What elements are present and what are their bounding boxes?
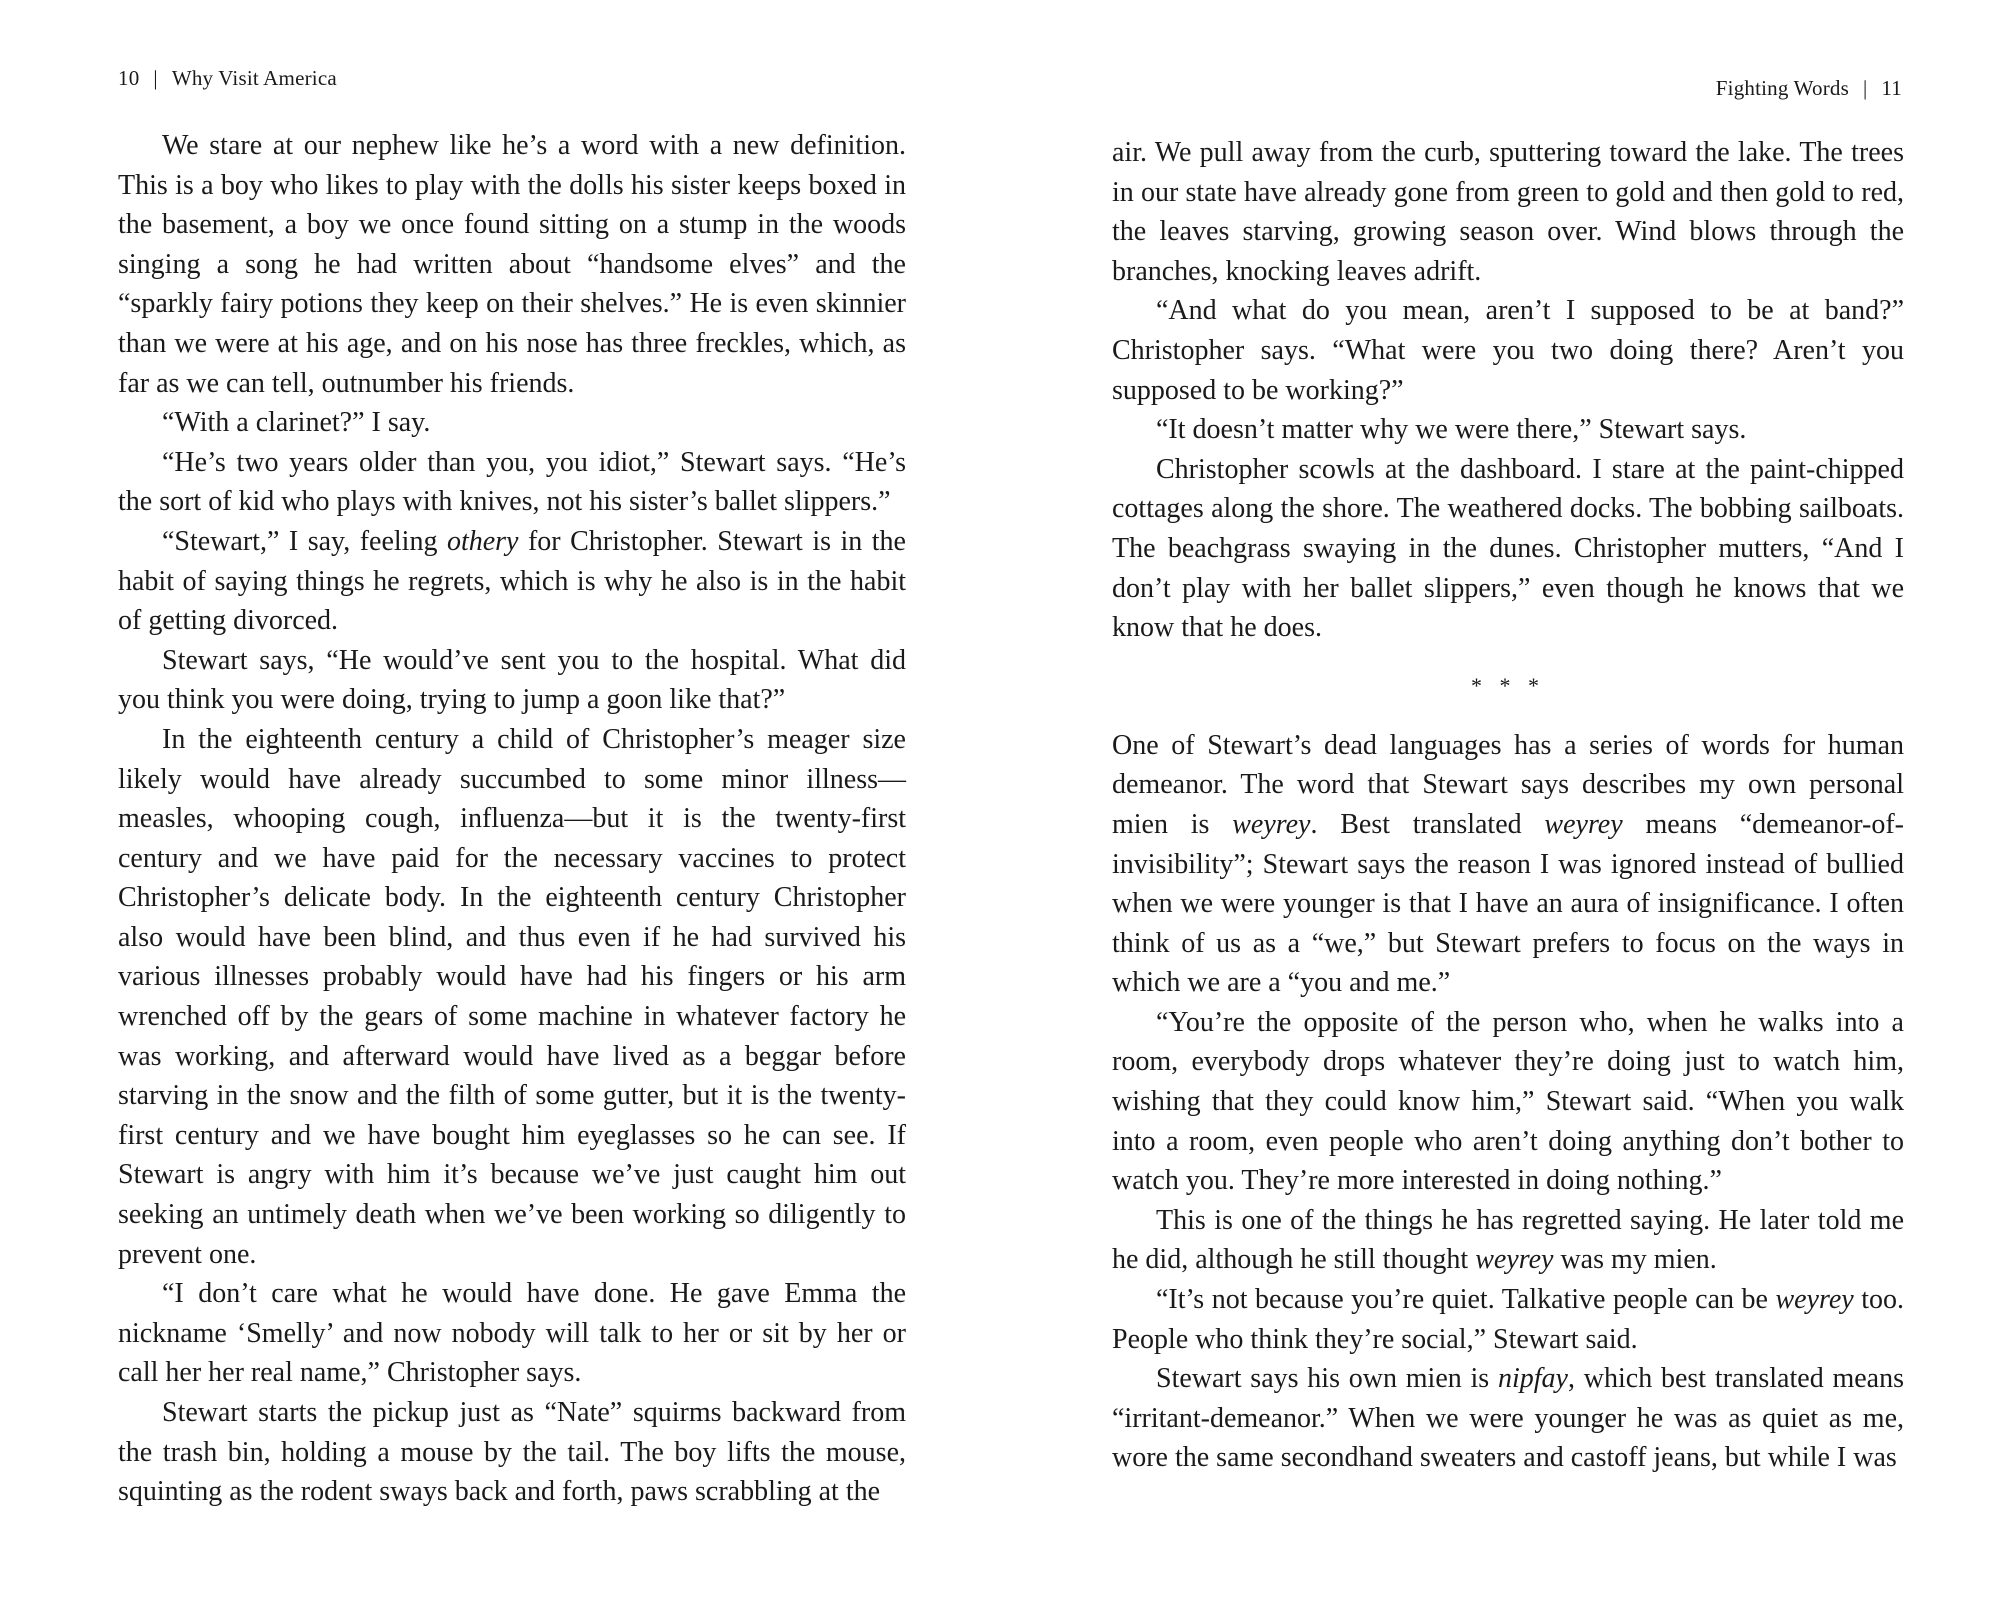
right-running-head-separator: | bbox=[1862, 76, 1868, 100]
body-paragraph bbox=[1112, 1280, 1904, 1359]
body-paragraph bbox=[1112, 450, 1904, 648]
text-run: “It’s not because you’re quiet. Talkative people can be bbox=[1156, 1284, 1776, 1316]
text-run: Christopher scowls at the dashboard. I stare at the paint-chipped cottages along the shore. The weathered docks. The bobbing sailboats. The beachgrass swaying in the dunes. Christopher mutters, “And I don’t play with her ballet slippers,” even though he knows that we know that he does. bbox=[1112, 453, 1904, 644]
body-paragraph bbox=[118, 126, 906, 403]
body-paragraph bbox=[118, 641, 906, 720]
italic-word: weyrey bbox=[1232, 808, 1311, 840]
body-paragraph bbox=[118, 1393, 906, 1512]
text-run: “Stewart,” I say, feeling bbox=[162, 525, 447, 557]
italic-word: weyrey bbox=[1544, 808, 1623, 840]
left-running-title: Why Visit America bbox=[171, 66, 337, 90]
text-run: air. We pull away from the curb, sputtering toward the lake. The trees in our state have already gone from green to gold and then gold to red, the leaves starving, growing season over. Wind blows through the branches, knocking leaves adrift. bbox=[1112, 137, 1904, 287]
body-paragraph bbox=[1112, 291, 1904, 410]
text-run: , which best translated means “irritant-demeanor.” When we were younger he was as quiet as me, wore the same secondhand sweaters and castoff jeans, but while I was bbox=[1112, 1363, 1905, 1474]
body-paragraph bbox=[1112, 410, 1904, 450]
right-page-section-two bbox=[1112, 726, 1904, 1478]
body-paragraph bbox=[1112, 1359, 1904, 1478]
right-page-section-one bbox=[1112, 133, 1904, 648]
right-page-number: 11 bbox=[1881, 76, 1902, 100]
left-page-body bbox=[118, 126, 906, 1512]
text-run: “You’re the opposite of the person who, when he walks into a room, everybody drops whatever they’re doing just to watch him, wishing that they could know him,” Stewart said. “When you walk into a room, even people who aren’t doing anything don’t bother to watch you. They’re more interested in doing nothing.” bbox=[1112, 1006, 1904, 1197]
body-paragraph bbox=[1112, 1003, 1904, 1201]
text-run: means “demeanor-of-invisibility”; Stewart says the reason I was ignored instead of bullied when we were younger is that I have an aura of insignificance. I often think of us as a “we,” but Stewart prefers to focus on the ways in which we are a “you and me.” bbox=[1112, 808, 1904, 999]
body-paragraph bbox=[118, 403, 906, 443]
text-run: “It doesn’t matter why we were there,” Stewart says. bbox=[1156, 414, 1747, 446]
text-run: Stewart starts the pickup just as “Nate” squirms backward from the trash bin, holding a mouse by the tail. The boy lifts the mouse, squinting as the rodent sways back and forth, paws scrabbling at the bbox=[118, 1397, 906, 1508]
text-run: We stare at our nephew like he’s a word with a new definition. This is a boy who likes to play with the dolls his sister keeps boxed in the basement, a boy we once found sitting on a stump in the woods singing a song he had written about “handsome elves” and the “sparkly fairy potions they keep on their shelves.” He is even skinnier than we were at his age, and on his nose has three freckles, which, as far as we can tell, outnumber his friends. bbox=[118, 130, 906, 399]
text-run: “He’s two years older than you, you idiot,” Stewart says. “He’s the sort of kid who plays with knives, not his sister’s ballet slippers.” bbox=[118, 446, 906, 518]
right-running-head bbox=[1716, 76, 1902, 101]
text-run: “I don’t care what he would have done. He gave Emma the nickname ‘Smelly’ and now nobody will talk to her or sit by her or call her her real name,” Christopher says. bbox=[118, 1278, 906, 1389]
text-run: “And what do you mean, aren’t I supposed to be at band?” Christopher says. “What were you two doing there? Aren’t you supposed to be working?” bbox=[1112, 295, 1904, 406]
body-paragraph bbox=[118, 443, 906, 522]
italic-word: weyrey bbox=[1475, 1244, 1554, 1276]
text-run: was my mien. bbox=[1553, 1244, 1717, 1276]
body-paragraph bbox=[1112, 133, 1904, 291]
italic-word: othery bbox=[446, 525, 519, 557]
text-run: In the eighteenth century a child of Christopher’s meager size likely would have already succumbed to some minor illness—measles, whooping cough, influenza—but it is the twenty-first century and we have paid for the necessary vaccines to protect Christopher’s delicate body. In the eighteenth century Christopher also would have been blind, and thus even if he had survived his various illnesses probably would have had his fingers or his arm wrenched off by the gears of some machine in whatever factory he was working, and afterward would have lived as a beggar before starving in the snow and the filth of some gutter, but it is the twenty-first century and we have bought him eyeglasses so he can see. If Stewart is angry with him it’s because we’ve just caught him out seeking an untimely death when we’ve been working so diligently to prevent one. bbox=[118, 723, 906, 1270]
text-run: Stewart says his own mien is bbox=[1156, 1363, 1498, 1395]
text-run: Stewart says, “He would’ve sent you to the hospital. What did you think you were doing, trying to jump a goon like that?” bbox=[118, 644, 906, 716]
text-run: too. People who think they’re social,” Stewart said. bbox=[1112, 1284, 1904, 1355]
text-run: “With a clarinet?” I say. bbox=[162, 407, 431, 439]
text-run: for Christopher. Stewart is in the habit of saying things he regrets, which is why he also is in the habit of getting divorced. bbox=[118, 525, 906, 637]
left-page-number: 10 bbox=[118, 66, 140, 90]
body-paragraph bbox=[1112, 1201, 1904, 1280]
text-run: . Best translated bbox=[1310, 808, 1545, 840]
right-page-body bbox=[1112, 133, 1904, 1478]
left-running-head bbox=[118, 66, 337, 91]
text-run: This is one of the things he has regretted saying. He later told me he did, although he still thought bbox=[1112, 1204, 1904, 1276]
scene-break: * * * bbox=[1471, 672, 1545, 698]
right-page bbox=[1000, 0, 2000, 1601]
italic-word: weyrey bbox=[1775, 1284, 1854, 1316]
italic-word: nipfay bbox=[1497, 1363, 1568, 1395]
body-paragraph bbox=[118, 1274, 906, 1393]
body-paragraph bbox=[118, 522, 906, 641]
body-paragraph bbox=[1112, 726, 1904, 1003]
body-paragraph bbox=[118, 720, 906, 1274]
right-running-title: Fighting Words bbox=[1715, 76, 1849, 100]
text-run: One of Stewart’s dead languages has a series of words for human demeanor. The word that Stewart says describes my own personal mien is bbox=[1112, 729, 1904, 840]
left-running-head-separator: | bbox=[153, 66, 158, 90]
